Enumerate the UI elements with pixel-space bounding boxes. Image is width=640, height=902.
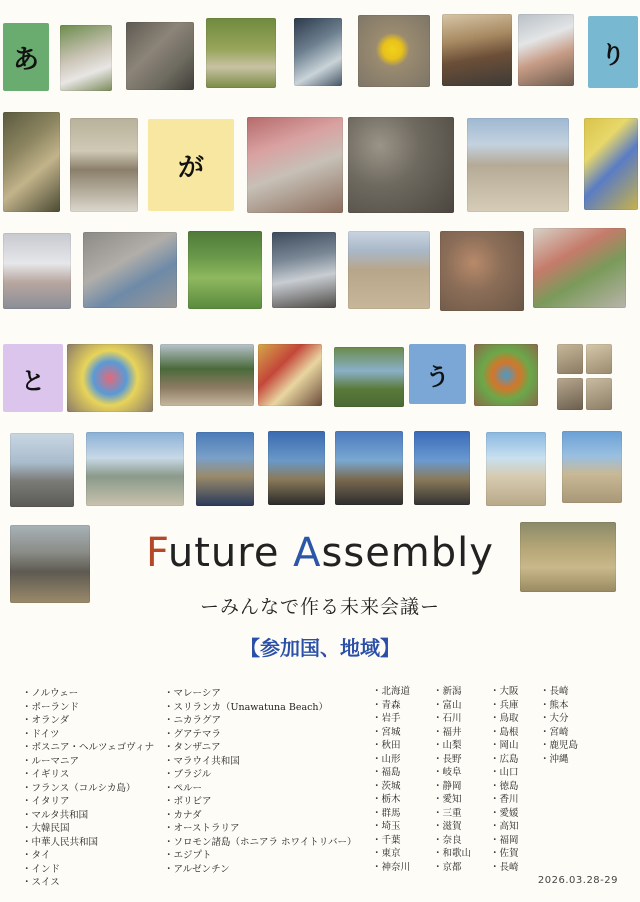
photo-sandy-beach: [348, 231, 430, 309]
title-initial-f: F: [146, 530, 168, 576]
photo-driftwood: [3, 112, 60, 212]
prefecture-item: ・ 岩手: [372, 712, 410, 726]
letter-tile-ga: [148, 119, 234, 211]
prefecture-list-1: [372, 685, 410, 874]
country-item: ・ マルタ共和国: [22, 809, 154, 823]
photo-hand-bottle: [518, 14, 574, 86]
prefecture-item: ・ 栃木: [372, 793, 410, 807]
prefecture-item: ・ 鹿児島: [540, 739, 578, 753]
country-item: ・ イタリア: [22, 795, 154, 809]
photo-plastic-pieces: [294, 18, 342, 86]
photo-collage-small-1: [557, 344, 583, 374]
letter-ri: り: [601, 40, 625, 69]
country-list-1: [22, 687, 154, 890]
title-future-rest: uture: [167, 530, 294, 576]
photo-shop-bottle: [272, 232, 336, 308]
photo-bottle-caps: [67, 344, 153, 412]
country-item: ・ 大韓民国: [22, 822, 154, 836]
country-item: ・ インド: [22, 863, 154, 877]
photo-street-bottle: [442, 14, 512, 86]
photo-rocks-shore: [126, 22, 194, 90]
photo-beach-sitting: [562, 431, 622, 503]
prefecture-item: ・ 神奈川: [372, 861, 410, 875]
country-item: ・ ノルウェー: [22, 687, 154, 701]
photo-grabber-lawn: [188, 231, 262, 309]
photo-grass-litter: [206, 18, 276, 88]
title-initial-a: A: [293, 530, 322, 576]
photo-snack-packages: [258, 344, 322, 406]
country-item: ・ アルゼンチン: [164, 863, 356, 877]
letter-tile-ri: [588, 16, 638, 88]
prefecture-item: ・ 熊本: [540, 699, 578, 713]
country-item: ・ タイ: [22, 849, 154, 863]
photo-microplastic-bag: [83, 232, 177, 308]
prefecture-item: ・ 山形: [372, 753, 410, 767]
prefecture-list-2: [433, 685, 471, 874]
prefecture-item: ・ 福島: [372, 766, 410, 780]
letter-a: あ: [12, 44, 39, 75]
country-item: ・ ルーマニア: [22, 755, 154, 769]
prefecture-item: ・ 岐阜: [433, 766, 471, 780]
country-item: ・ イギリス: [22, 768, 154, 782]
photo-shore-person-2: [268, 431, 325, 505]
prefecture-item: ・ 秋田: [372, 739, 410, 753]
prefecture-item: ・ 東京: [372, 847, 410, 861]
prefecture-item: ・ 群馬: [372, 807, 410, 821]
photo-shore-person-4: [414, 431, 470, 505]
prefecture-item: ・ 青森: [372, 699, 410, 713]
prefecture-item: ・ 静岡: [433, 780, 471, 794]
prefecture-item: ・ 大阪: [490, 685, 519, 699]
prefecture-item: ・ 京都: [433, 861, 471, 875]
country-item: ・ カナダ: [164, 809, 356, 823]
prefecture-item: ・ 徳島: [490, 780, 519, 794]
prefecture-list-3: [490, 685, 519, 874]
country-item: ・ ブラジル: [164, 768, 356, 782]
letter-tile-to: [3, 344, 63, 412]
participants-heading: 【参加国、地域】: [240, 636, 400, 660]
country-item: ・ ソロモン諸島（ホニアラ ホワイトリバー）: [164, 836, 356, 850]
prefecture-item: ・ 和歌山: [433, 847, 471, 861]
country-item: ・ マラウイ共和国: [164, 755, 356, 769]
prefecture-item: ・ 茨城: [372, 780, 410, 794]
prefecture-item: ・ 宮崎: [540, 726, 578, 740]
prefecture-item: ・ 石川: [433, 712, 471, 726]
photo-collage-small-2: [586, 344, 612, 374]
prefecture-item: ・ 長野: [433, 753, 471, 767]
prefecture-item: ・ 広島: [490, 753, 519, 767]
photo-collage-small-4: [586, 378, 612, 410]
prefecture-item: ・ 三重: [433, 807, 471, 821]
photo-collected-trash: [247, 117, 343, 213]
country-item: ・ ペルー: [164, 782, 356, 796]
prefecture-item: ・ 千葉: [372, 834, 410, 848]
photo-lakeside: [86, 432, 184, 506]
prefecture-item: ・ 島根: [490, 726, 519, 740]
country-item: ・ ボスニア・ヘルツェゴヴィナ: [22, 741, 154, 755]
country-item: ・ マレーシア: [164, 687, 356, 701]
photo-pebbles: [348, 117, 454, 213]
photo-group-children: [70, 118, 138, 212]
photo-shore-person-1: [196, 432, 254, 506]
photo-hand-bag-trash: [533, 228, 626, 308]
photo-beach-statue: [486, 432, 546, 506]
country-item: ・ ボリビア: [164, 795, 356, 809]
prefecture-item: ・ 埼玉: [372, 820, 410, 834]
prefecture-item: ・ 高知: [490, 820, 519, 834]
country-item: ・ ニカラグア: [164, 714, 356, 728]
photo-net-crate: [584, 118, 638, 210]
photo-riverbank-bottle: [334, 347, 404, 407]
prefecture-item: ・ 沖縄: [540, 753, 578, 767]
photo-yellow-flower: [358, 15, 430, 87]
photo-rope-nets: [474, 344, 538, 406]
country-item: ・ スイス: [22, 876, 154, 890]
prefecture-item: ・ 愛媛: [490, 807, 519, 821]
prefecture-list-4: [540, 685, 578, 766]
photo-ferris-wheel: [10, 433, 74, 507]
title-assembly-rest: ssembly: [321, 530, 494, 576]
prefecture-item: ・ 富山: [433, 699, 471, 713]
letter-u: う: [425, 362, 450, 391]
country-item: ・ ドイツ: [22, 728, 154, 742]
photo-collage-small-3: [557, 378, 583, 410]
prefecture-item: ・ 佐賀: [490, 847, 519, 861]
photo-beach-cleanup: [467, 118, 569, 212]
prefecture-item: ・ 愛知: [433, 793, 471, 807]
country-item: ・ ポーランド: [22, 701, 154, 715]
prefecture-item: ・ 長崎: [540, 685, 578, 699]
photo-sample-tubes: [3, 233, 71, 309]
prefecture-item: ・ 福岡: [490, 834, 519, 848]
prefecture-item: ・ 宮城: [372, 726, 410, 740]
country-item: ・ オーストラリア: [164, 822, 356, 836]
page-subtitle: ーみんなで作る未来会議ー: [199, 596, 440, 618]
letter-to: と: [21, 366, 45, 395]
prefecture-item: ・ 山梨: [433, 739, 471, 753]
letter-ga: が: [177, 152, 204, 183]
prefecture-item: ・ 北海道: [372, 685, 410, 699]
country-item: ・ エジプト: [164, 849, 356, 863]
prefecture-item: ・ 山口: [490, 766, 519, 780]
letter-tile-u: [409, 344, 466, 404]
country-item: ・ スリランカ（Unawatuna Beach）: [164, 701, 356, 715]
prefecture-item: ・ 岡山: [490, 739, 519, 753]
prefecture-item: ・ 兵庫: [490, 699, 519, 713]
prefecture-item: ・ 福井: [433, 726, 471, 740]
country-item: ・ オランダ: [22, 714, 154, 728]
event-date: 2026.03.28-29: [537, 875, 618, 886]
country-item: ・ グアテマラ: [164, 728, 356, 742]
prefecture-item: ・ 滋賀: [433, 820, 471, 834]
prefecture-item: ・ 香川: [490, 793, 519, 807]
photo-trash-bags: [60, 25, 112, 91]
page-title: [0, 530, 640, 576]
photo-shore-person-3: [335, 431, 403, 505]
photo-gravel-ground: [440, 231, 524, 311]
prefecture-item: ・ 鳥取: [490, 712, 519, 726]
letter-tile-a: [3, 23, 49, 91]
prefecture-item: ・ 新潟: [433, 685, 471, 699]
country-item: ・ タンザニア: [164, 741, 356, 755]
prefecture-item: ・ 大分: [540, 712, 578, 726]
country-list-2: [164, 687, 356, 876]
country-item: ・ 中華人民共和国: [22, 836, 154, 850]
photo-tree-street: [160, 344, 254, 406]
prefecture-item: ・ 長崎: [490, 861, 519, 875]
country-item: ・ フランス（コルシカ島）: [22, 782, 154, 796]
prefecture-item: ・ 奈良: [433, 834, 471, 848]
